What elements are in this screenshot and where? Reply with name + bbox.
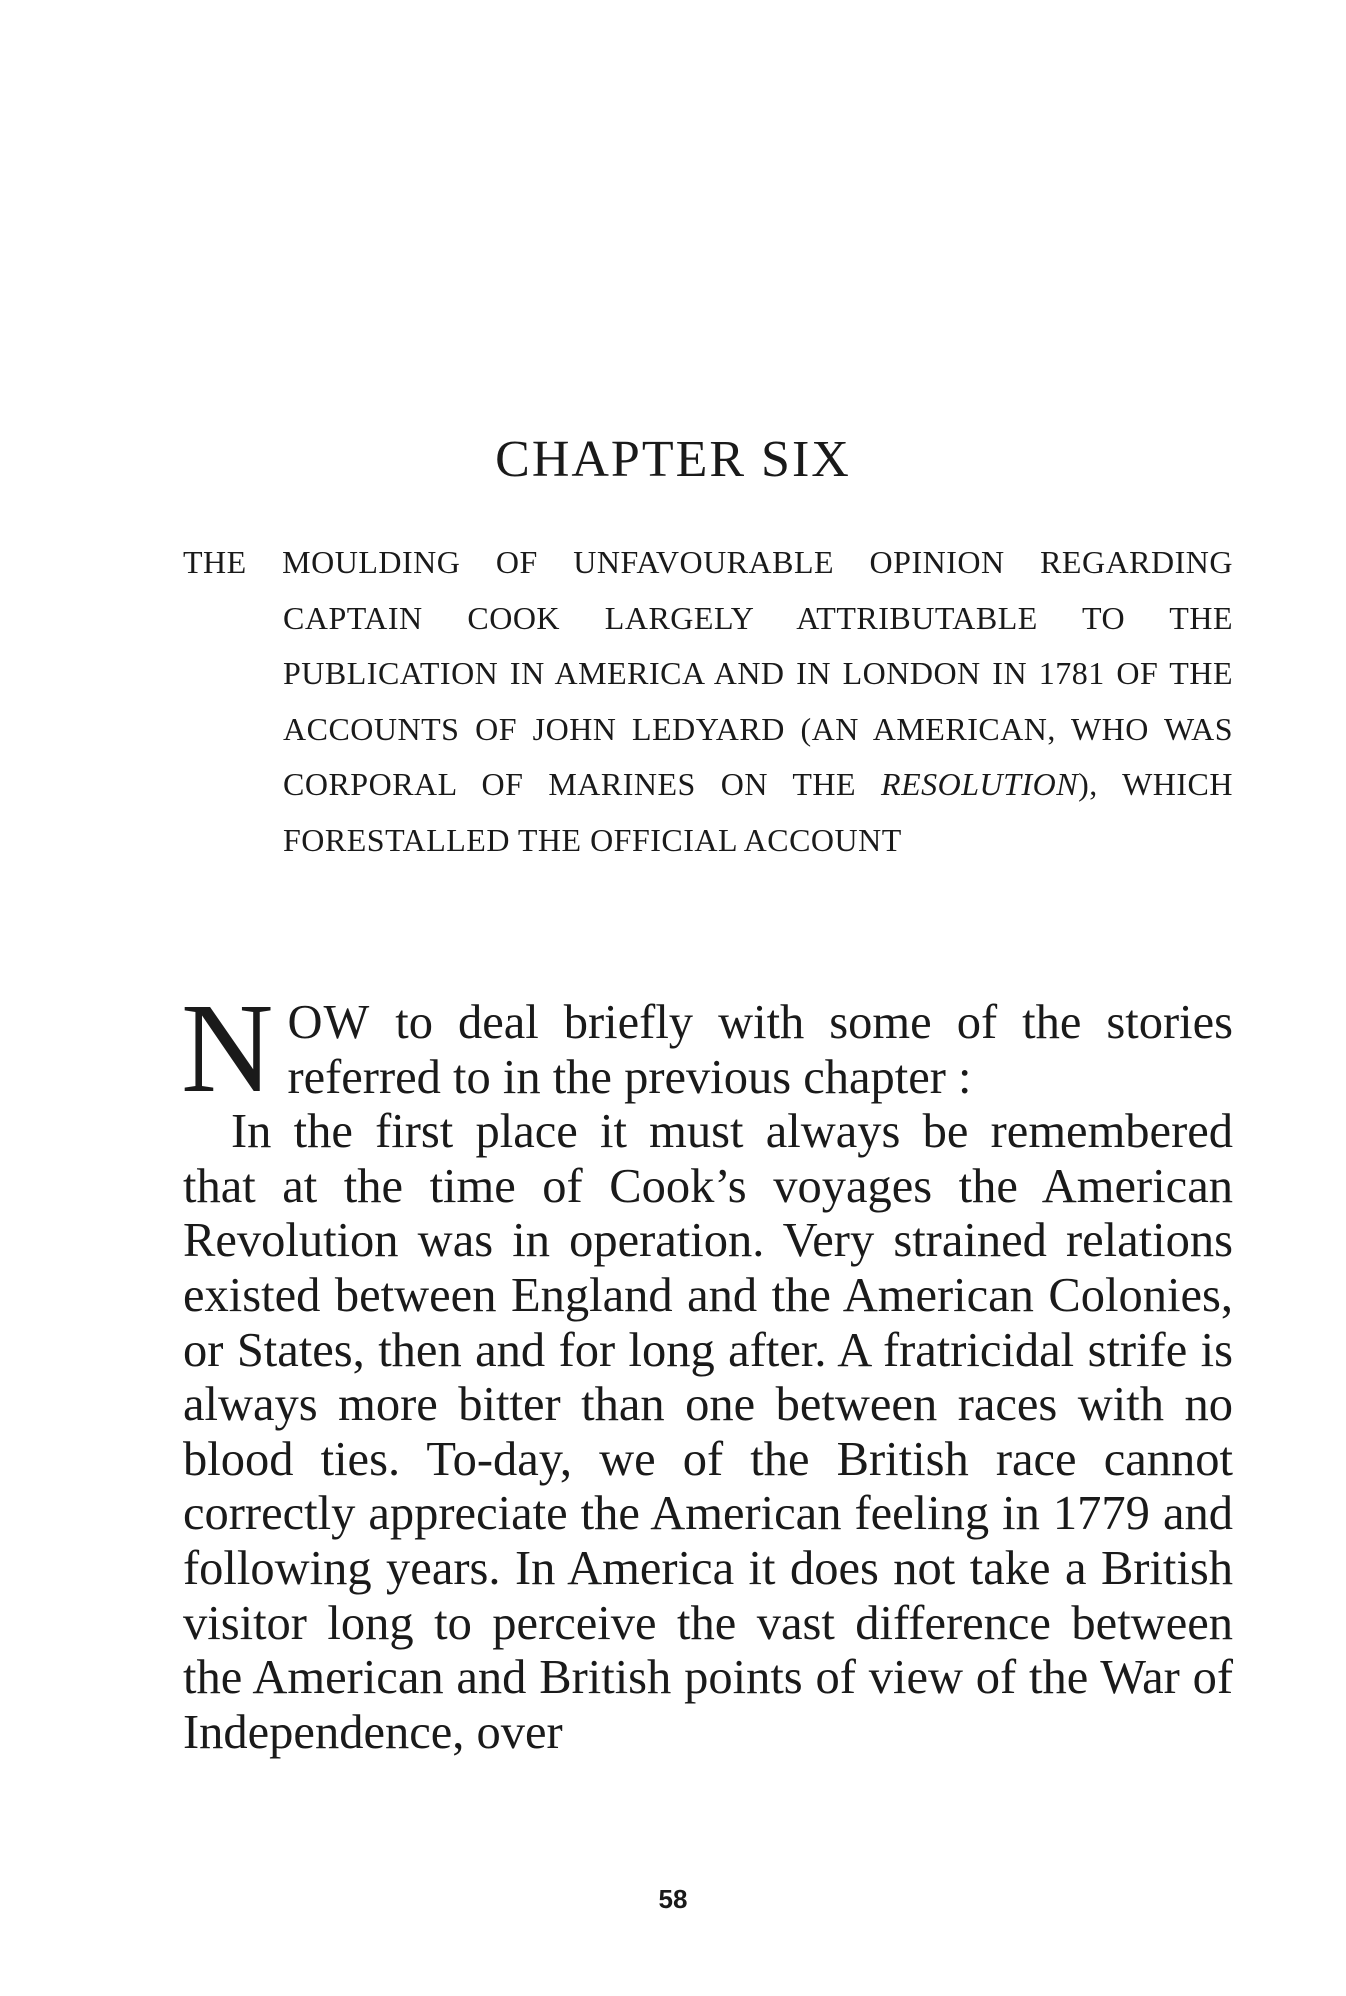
body-text <box>181 977 1233 1760</box>
paragraph-2: In the first place it must always be remembered that at the time of Cook’s voyages the American Revolution was in operation. Very strained relations existed between England and the American Colonies, or States, then and for long after. A fratricidal strife is always more bitter than one between races with no blood ties. To-day, we of the British race cannot correctly appreciate the American feeling in 1779 and following years. In America it does not take a British visitor long to perceive the vast difference between the American and British points of view of the War of Independence, over <box>183 1105 1233 1759</box>
chapter-summary-text: THE MOULDING OF UNFAVOURABLE OPINION REGARDING CAPTAIN COOK LARGELY ATTRIBUTABLE TO THE PUBLICATION IN AMERICA AND IN LONDON IN 1781 OF THE ACCOUNTS OF JOHN LEDYARD (AN AMERICAN, WHO WAS CORPORAL OF MARINES ON THE <box>183 544 1233 802</box>
paragraph-1 <box>181 977 1233 1119</box>
ship-name: RESOLUTION <box>881 766 1079 802</box>
drop-cap: N <box>181 977 274 1119</box>
chapter-summary-end: ), WHICH FORESTALLED THE OFFICIAL ACCOUNT <box>283 766 1234 858</box>
page-number: 58 <box>658 1884 688 1914</box>
lead-caps: OW <box>287 996 371 1049</box>
chapter-title: CHAPTER SIX <box>495 431 851 488</box>
chapter-summary <box>183 535 1233 868</box>
paragraph-1-text: to deal briefly with some of the stories referred to in the previous chapter : <box>287 996 1233 1104</box>
